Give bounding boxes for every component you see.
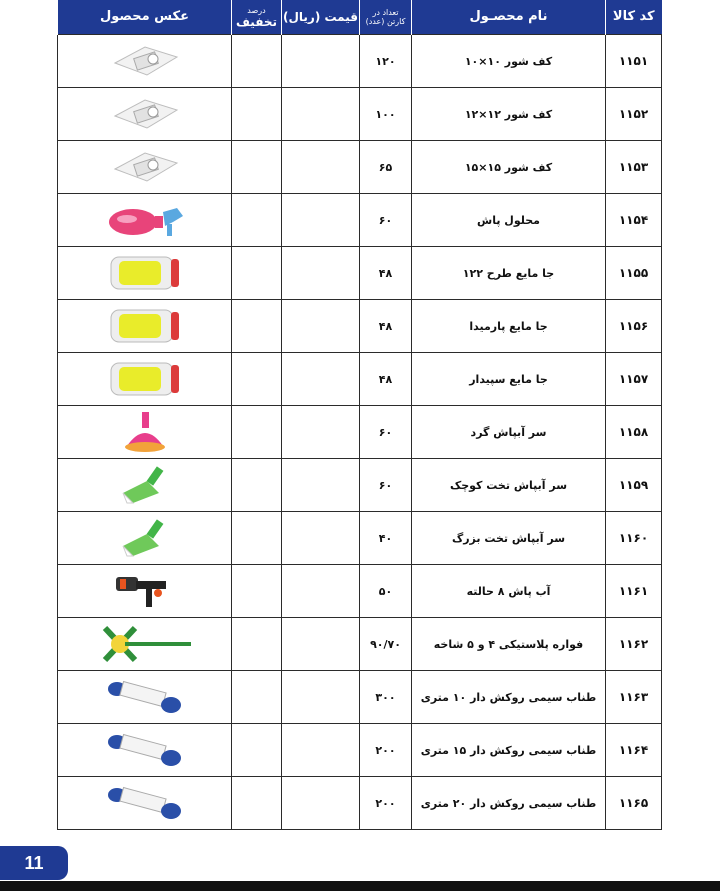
carton-quantity: ۴۰ xyxy=(360,512,412,565)
product-name: فواره پلاستیکی ۴ و ۵ شاخه xyxy=(412,618,606,671)
product-image-cell xyxy=(58,724,232,777)
product-image-cell xyxy=(58,353,232,406)
table-row xyxy=(58,512,662,565)
table-row xyxy=(58,406,662,459)
carton-quantity: ۴۸ xyxy=(360,353,412,406)
carton-quantity: ۶۰ xyxy=(360,459,412,512)
clothesline-icon xyxy=(58,730,231,770)
clothesline-icon xyxy=(58,677,231,717)
product-image-cell xyxy=(58,565,232,618)
price-cell xyxy=(282,618,360,671)
carton-quantity: ۹۰/۷۰ xyxy=(360,618,412,671)
discount-cell xyxy=(232,194,282,247)
carton-quantity: ۴۸ xyxy=(360,300,412,353)
soap-dispenser-icon xyxy=(58,304,231,348)
product-name: جا مایع سپیدار xyxy=(412,353,606,406)
discount-cell xyxy=(232,88,282,141)
product-code: ۱۱۵۲ xyxy=(606,88,662,141)
product-code: ۱۱۵۴ xyxy=(606,194,662,247)
footer-bar xyxy=(0,881,720,891)
floor-drain-icon xyxy=(58,41,231,81)
floor-drain-icon xyxy=(58,94,231,134)
discount-cell xyxy=(232,512,282,565)
product-name: طناب سیمی روکش دار ۱۵ متری xyxy=(412,724,606,777)
page-number: 11 xyxy=(0,846,68,880)
discount-cell xyxy=(232,618,282,671)
table-header-row xyxy=(58,0,662,35)
product-code: ۱۱۶۰ xyxy=(606,512,662,565)
product-code: ۱۱۵۸ xyxy=(606,406,662,459)
table-row xyxy=(58,88,662,141)
table-row xyxy=(58,459,662,512)
product-image-cell xyxy=(58,141,232,194)
flat-sprinkler-head-icon xyxy=(58,463,231,507)
table-row xyxy=(58,35,662,88)
product-name: آب پاش ۸ حالته xyxy=(412,565,606,618)
soap-dispenser-icon xyxy=(58,357,231,401)
price-cell xyxy=(282,141,360,194)
product-code: ۱۱۵۹ xyxy=(606,459,662,512)
product-code: ۱۱۵۳ xyxy=(606,141,662,194)
price-cell xyxy=(282,671,360,724)
carton-quantity: ۱۰۰ xyxy=(360,88,412,141)
product-image-cell xyxy=(58,512,232,565)
table-row xyxy=(58,671,662,724)
product-name: سر آبپاش گرد xyxy=(412,406,606,459)
product-name: محلول پاش xyxy=(412,194,606,247)
product-image-cell xyxy=(58,618,232,671)
discount-cell xyxy=(232,247,282,300)
product-name: کف شور ۱۲×۱۲ xyxy=(412,88,606,141)
discount-cell xyxy=(232,777,282,830)
product-name: سر آبپاش تخت کوچک xyxy=(412,459,606,512)
discount-cell xyxy=(232,35,282,88)
spray-gun-icon xyxy=(58,569,231,613)
discount-cell xyxy=(232,565,282,618)
product-name: جا مایع پارمیدا xyxy=(412,300,606,353)
spray-bottle-icon xyxy=(58,200,231,240)
round-sprinkler-head-icon xyxy=(58,410,231,454)
discount-cell xyxy=(232,300,282,353)
product-image-cell xyxy=(58,777,232,830)
product-code: ۱۱۶۲ xyxy=(606,618,662,671)
price-cell xyxy=(282,247,360,300)
price-cell xyxy=(282,300,360,353)
product-code: ۱۱۵۶ xyxy=(606,300,662,353)
carton-quantity: ۶۰ xyxy=(360,194,412,247)
product-image-cell xyxy=(58,671,232,724)
product-image-cell xyxy=(58,300,232,353)
lawn-sprinkler-icon xyxy=(58,622,231,666)
price-cell xyxy=(282,777,360,830)
carton-quantity: ۲۰۰ xyxy=(360,777,412,830)
price-cell xyxy=(282,406,360,459)
price-cell xyxy=(282,353,360,406)
product-code: ۱۱۶۳ xyxy=(606,671,662,724)
table-row xyxy=(58,194,662,247)
carton-quantity: ۶۵ xyxy=(360,141,412,194)
discount-cell xyxy=(232,406,282,459)
discount-cell xyxy=(232,724,282,777)
discount-cell xyxy=(232,459,282,512)
product-image-cell xyxy=(58,35,232,88)
table-row xyxy=(58,353,662,406)
discount-cell xyxy=(232,671,282,724)
price-cell xyxy=(282,724,360,777)
product-name: طناب سیمی روکش دار ۲۰ متری xyxy=(412,777,606,830)
price-cell xyxy=(282,194,360,247)
product-image-cell xyxy=(58,406,232,459)
header-image: عکس محصول xyxy=(58,0,232,35)
floor-drain-icon xyxy=(58,147,231,187)
header-code: کد کالا xyxy=(606,0,662,35)
discount-cell xyxy=(232,353,282,406)
price-cell xyxy=(282,459,360,512)
carton-quantity: ۴۸ xyxy=(360,247,412,300)
product-image-cell xyxy=(58,459,232,512)
header-price: قیمت (ریال) xyxy=(282,0,360,35)
product-name: جا مایع طرح ۱۲۲ xyxy=(412,247,606,300)
table-row xyxy=(58,724,662,777)
product-name: طناب سیمی روکش دار ۱۰ متری xyxy=(412,671,606,724)
price-cell xyxy=(282,88,360,141)
product-name: کف شور ۱۵×۱۵ xyxy=(412,141,606,194)
product-code: ۱۱۵۵ xyxy=(606,247,662,300)
price-cell xyxy=(282,512,360,565)
soap-dispenser-icon xyxy=(58,251,231,295)
table-row xyxy=(58,618,662,671)
discount-cell xyxy=(232,141,282,194)
carton-quantity: ۵۰ xyxy=(360,565,412,618)
carton-quantity: ۱۲۰ xyxy=(360,35,412,88)
table-row xyxy=(58,247,662,300)
table-row xyxy=(58,777,662,830)
table-row xyxy=(58,300,662,353)
table-row xyxy=(58,565,662,618)
flat-sprinkler-head-icon xyxy=(58,516,231,560)
product-image-cell xyxy=(58,88,232,141)
carton-quantity: ۳۰۰ xyxy=(360,671,412,724)
product-price-table xyxy=(57,0,661,830)
product-name: کف شور ۱۰×۱۰ xyxy=(412,35,606,88)
header-qty: تعداد در کارتن (عدد) xyxy=(360,0,412,35)
carton-quantity: ۶۰ xyxy=(360,406,412,459)
product-code: ۱۱۶۴ xyxy=(606,724,662,777)
carton-quantity: ۲۰۰ xyxy=(360,724,412,777)
product-image-cell xyxy=(58,194,232,247)
price-cell xyxy=(282,35,360,88)
product-code: ۱۱۶۵ xyxy=(606,777,662,830)
product-code: ۱۱۶۱ xyxy=(606,565,662,618)
table-row xyxy=(58,141,662,194)
header-name: نام محصـول xyxy=(412,0,606,35)
product-name: سر آبپاش تخت بزرگ xyxy=(412,512,606,565)
product-code: ۱۱۵۷ xyxy=(606,353,662,406)
product-image-cell xyxy=(58,247,232,300)
price-cell xyxy=(282,565,360,618)
header-discount: درصد تخفیف xyxy=(232,0,282,35)
product-code: ۱۱۵۱ xyxy=(606,35,662,88)
clothesline-icon xyxy=(58,783,231,823)
